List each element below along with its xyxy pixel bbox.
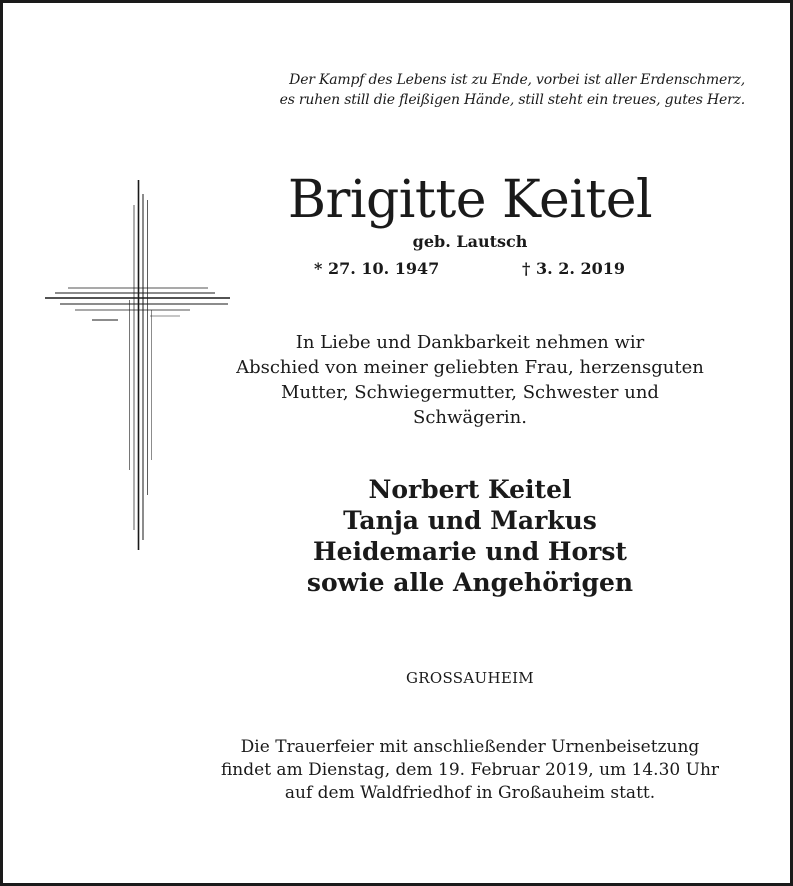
mourners-list <box>190 474 750 598</box>
message-line-2: Abschied von meiner geliebten Frau, herzensguten <box>236 357 704 378</box>
motto-line-2: es ruhen still die fleißigen Hände, still steht ein treues, gutes Herz. <box>279 92 745 108</box>
mourner-4: sowie alle Angehörigen <box>306 568 634 597</box>
place-name: GROSSAUHEIM <box>406 669 534 687</box>
motto-line-1: Der Kampf des Lebens ist zu Ende, vorbei ist aller Erdenschmerz, <box>289 72 745 88</box>
funeral-line-1: Die Trauerfeier mit anschließender Urnenbeisetzung <box>240 737 700 757</box>
funeral-line-3: auf dem Waldfriedhof in Großauheim statt. <box>284 783 656 803</box>
maiden-name: geb. Lautsch <box>412 232 528 251</box>
farewell-message <box>190 330 750 430</box>
mourner-2: Tanja und Markus <box>343 506 597 535</box>
mourner-1: Norbert Keitel <box>368 475 572 504</box>
message-line-3: Mutter, Schwiegermutter, Schwester und <box>281 382 659 403</box>
mourner-3: Heidemarie und Horst <box>313 537 627 566</box>
motto-verse <box>280 70 745 110</box>
death-date: † 3. 2. 2019 <box>522 259 626 278</box>
message-line-4: Schwägerin. <box>413 407 527 428</box>
birth-date: * 27. 10. 1947 <box>314 259 440 278</box>
funeral-line-2: findet am Dienstag, dem 19. Februar 2019, um 14.30 Uhr <box>220 760 720 780</box>
message-line-1: In Liebe und Dankbarkeit nehmen wir <box>295 332 645 353</box>
deceased-name: Brigitte Keitel <box>287 170 653 230</box>
funeral-info <box>190 736 750 805</box>
